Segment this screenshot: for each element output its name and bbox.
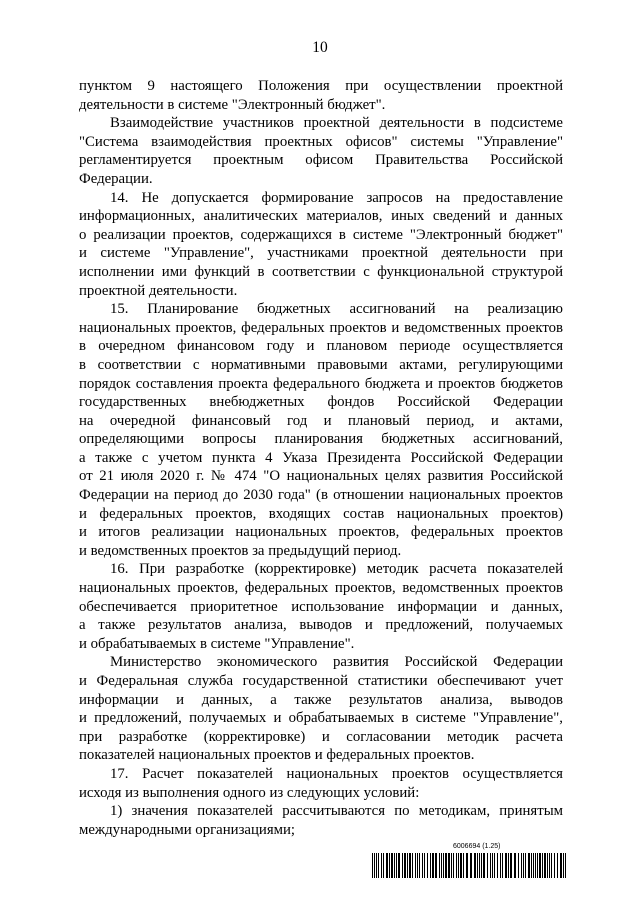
text-line: проектной деятельности. bbox=[79, 282, 238, 299]
barcode-bar bbox=[422, 853, 423, 878]
barcode-bar bbox=[479, 853, 480, 878]
barcode-bar bbox=[542, 853, 543, 878]
barcode-bar bbox=[430, 853, 431, 878]
barcode-bar bbox=[514, 853, 516, 878]
barcode-bar bbox=[372, 853, 373, 878]
text-line: национальных проектов, федеральных проектов, ведомственных проектов bbox=[79, 580, 563, 597]
barcode-bar bbox=[409, 853, 411, 878]
text-line: и итогов реализации национальных проектов, федеральных проектов bbox=[79, 524, 563, 541]
barcode-bar bbox=[557, 853, 558, 878]
barcode-bar bbox=[386, 853, 388, 878]
barcode-bar bbox=[402, 853, 403, 878]
barcode-bar bbox=[445, 853, 447, 878]
text-line: обеспечивается приоритетное использование информации и данных, bbox=[79, 598, 563, 615]
text-line: о реализации проектов, содержащихся в системе "Электронный бюджет" bbox=[79, 226, 563, 243]
barcode-bar bbox=[531, 853, 532, 878]
barcode-bar bbox=[417, 853, 418, 878]
barcode-bar bbox=[396, 853, 397, 878]
text-line: Взаимодействие участников проектной деятельности в подсистеме bbox=[110, 115, 563, 132]
barcode-bar bbox=[521, 853, 522, 878]
text-line: государственных внебюджетных фондов Российской Федерации bbox=[79, 394, 563, 411]
barcode-bar bbox=[470, 853, 472, 878]
barcode-bar bbox=[505, 853, 507, 878]
barcode-bar bbox=[374, 853, 375, 878]
text-line: информации и данных, а также результатов анализа, выводов bbox=[79, 691, 563, 708]
text-line: и предложений, получаемых и обрабатываемых в системе "Управление", bbox=[79, 710, 563, 727]
barcode-bar bbox=[547, 853, 548, 878]
text-line: деятельности в системе "Электронный бюджет". bbox=[79, 96, 386, 113]
text-line: от 21 июля 2020 г. № 474 "О национальных целях развития Российской bbox=[79, 468, 563, 485]
barcode-bar bbox=[565, 853, 566, 878]
barcode-image bbox=[372, 853, 566, 878]
barcode-bar bbox=[494, 853, 495, 878]
barcode-bar bbox=[474, 853, 476, 878]
text-line: национальных проектов, федеральных проектов и ведомственных проектов bbox=[79, 319, 563, 336]
barcode-bar bbox=[502, 853, 503, 878]
barcode-bar bbox=[492, 853, 493, 878]
barcode-bar bbox=[427, 853, 428, 878]
barcode-bar bbox=[487, 853, 488, 878]
barcode-bar bbox=[549, 853, 550, 878]
barcode-bar bbox=[441, 853, 442, 878]
barcode-bar bbox=[535, 853, 536, 878]
barcode-bar bbox=[528, 853, 530, 878]
text-line: в очередном финансовом году и плановом периоде осуществляется bbox=[79, 338, 563, 355]
text-line: и Федеральная служба государственной статистики обеспечивают учет bbox=[79, 673, 563, 689]
barcode-bar bbox=[466, 853, 468, 878]
text-line: Федерации на период до 2030 года" (в отношении национальных проектов bbox=[79, 487, 563, 504]
text-line: и федеральных проектов, входящих состав национальных проектов) bbox=[79, 505, 563, 522]
barcode-bar bbox=[378, 853, 379, 878]
text-line: при разработке (корректировке) и согласовании методик расчета bbox=[79, 728, 563, 745]
text-line: и системе "Управление", участниками проектной деятельности при bbox=[79, 245, 563, 262]
text-line: 15. Планирование бюджетных ассигнований на реализацию bbox=[110, 301, 563, 318]
barcode-bar bbox=[448, 853, 450, 878]
barcode-bar bbox=[525, 853, 526, 878]
barcode-bar bbox=[508, 853, 509, 878]
text-line: и обрабатываемых в системе "Управление". bbox=[79, 635, 355, 652]
body-text bbox=[79, 77, 563, 839]
barcode-bar bbox=[453, 853, 454, 878]
text-line: 1) значения показателей рассчитываются по методикам, принятым bbox=[110, 803, 563, 820]
text-line: на очередной финансовый год и плановый период, и актами, bbox=[79, 412, 563, 429]
barcode-bar bbox=[458, 853, 459, 878]
text-line: исходя из выполнения одного из следующих условий: bbox=[79, 784, 420, 801]
text-line: международными организациями; bbox=[79, 821, 296, 838]
barcode-bar bbox=[407, 853, 408, 878]
barcode-bar bbox=[539, 853, 541, 878]
barcode-bar bbox=[481, 853, 482, 878]
text-line: 16. При разработке (корректировке) методик расчета показателей bbox=[110, 561, 563, 578]
text-line: в соответствии с нормативными правовыми актами, регулирующими bbox=[79, 356, 563, 373]
barcode-bar bbox=[537, 853, 538, 878]
barcode-bar bbox=[497, 853, 498, 878]
text-line: и ведомственных проектов за предыдущий период. bbox=[79, 542, 402, 559]
text-line: а также результатов анализа, выводов и предложений, получаемых bbox=[79, 617, 563, 634]
barcode-bar bbox=[424, 853, 425, 878]
barcode-bar bbox=[554, 853, 555, 878]
text-line: показателей национальных проектов и федеральных проектов. bbox=[79, 747, 475, 764]
barcode-bar bbox=[533, 853, 534, 878]
barcode-bar bbox=[523, 853, 524, 878]
barcode-bar bbox=[563, 853, 564, 878]
text-line: определяющими вопросы планирования бюджетных ассигнований, bbox=[79, 431, 563, 448]
barcode-bar bbox=[500, 853, 501, 878]
barcode-bar bbox=[376, 853, 377, 878]
barcode-bar bbox=[451, 853, 452, 878]
barcode-bar bbox=[456, 853, 457, 878]
text-line: "Система взаимодействия проектных офисов" системы "Управление" bbox=[79, 133, 563, 150]
barcode-bar bbox=[483, 853, 485, 878]
barcode-bar bbox=[394, 853, 395, 878]
text-line: пунктом 9 настоящего Положения при осуществлении проектной bbox=[79, 78, 563, 94]
barcode-bar bbox=[432, 853, 434, 878]
text-line: Федерации. bbox=[79, 170, 153, 187]
text-line: регламентируется проектным офисом Правительства Российской bbox=[79, 152, 563, 169]
barcode-bar bbox=[518, 853, 519, 878]
text-line: 17. Расчет показателей национальных проектов осуществляется bbox=[110, 765, 563, 782]
barcode-bar bbox=[383, 853, 384, 878]
barcode-bar bbox=[435, 853, 437, 878]
barcode-bar bbox=[560, 853, 562, 878]
barcode-bar bbox=[389, 853, 390, 878]
text-line: исполнении ими функций в соответствии с функциональной структурой bbox=[79, 263, 563, 280]
barcode-bar bbox=[551, 853, 552, 878]
barcode-bar bbox=[477, 853, 478, 878]
page-number: 10 bbox=[312, 39, 328, 56]
text-line: а также с учетом пункта 4 Указа Президента Российской Федерации bbox=[79, 449, 563, 466]
barcode-bar bbox=[398, 853, 400, 878]
barcode-bar bbox=[415, 853, 416, 878]
text-line: порядок составления проекта федерального бюджета и проектов бюджетов bbox=[79, 375, 563, 392]
barcode-bar bbox=[439, 853, 440, 878]
barcode-bar bbox=[404, 853, 406, 878]
barcode-bar bbox=[391, 853, 393, 878]
text-line: 14. Не допускается формирование запросов на предоставление bbox=[110, 189, 563, 206]
text-line: информационных, аналитических материалов, иных сведений и данных bbox=[79, 208, 563, 225]
barcode-bar bbox=[381, 853, 382, 878]
text-line: Министерство экономического развития Российской Федерации bbox=[110, 654, 563, 671]
barcode-bar bbox=[460, 853, 462, 878]
document-code: 6006694 (1.25) bbox=[453, 843, 501, 850]
barcode-bar bbox=[419, 853, 420, 878]
barcode-bar bbox=[443, 853, 444, 878]
barcode-bar bbox=[490, 853, 491, 878]
barcode-bar bbox=[463, 853, 464, 878]
barcode-bar bbox=[510, 853, 512, 878]
barcode-bar bbox=[412, 853, 413, 878]
barcode-bar bbox=[544, 853, 546, 878]
